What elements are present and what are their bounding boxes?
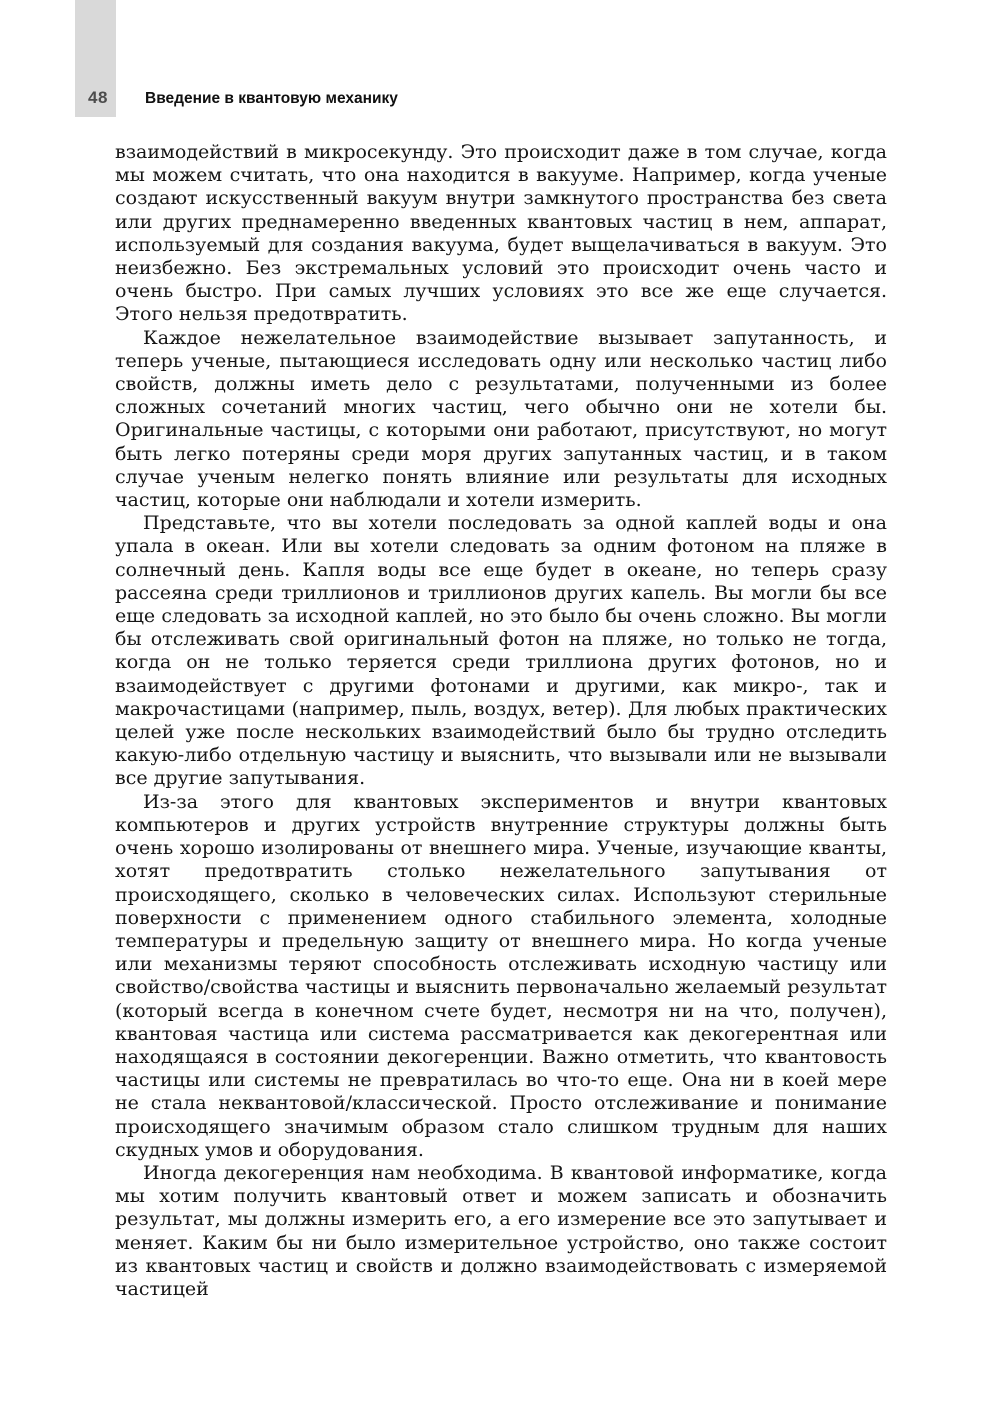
- running-head: [0, 88, 1000, 112]
- paragraph: взаимодействий в микросекунду. Это происходит даже в том случае, когда мы можем считать, что она находится в вакууме. Например, когда ученые создают искусственный вакуум внутри замкнутого пространства без света или других преднамеренно введенных квантовых частиц в нем, аппарат, используемый для создания вакуума, будет выщелачиваться в вакуум. Это неизбежно. Без экстремальных условий это происходит очень часто и очень быстро. При самых лучших условиях это все же еще случается. Этого нельзя предотвратить.: [115, 141, 887, 326]
- running-title: Введение в квантовую механику: [145, 90, 398, 107]
- paragraph: Представьте, что вы хотели последовать за одной каплей воды и она упала в океан. Или вы хотели следовать за одним фотоном на пляже в солнечный день. Капля воды все еще будет в океане, но теперь сразу рассеяна среди триллионов и триллионов других капель. Вы могли бы все еще следовать за исходной каплей, но это было бы очень сложно. Вы могли бы отслеживать свой оригинальный фотон на пляже, но только не тогда, когда он не только теряется среди триллиона других фотонов, но и взаимодействует с другими фотонами и другими, как микро-, так и макрочастицами (например, пыль, воздух, ветер). Для любых практических целей уже после нескольких взаимодействий было бы трудно отследить какую-либо отдельную частицу и выяснить, что вызывали или не вызывали все другие запутывания.: [115, 512, 887, 790]
- paragraph: Иногда декогеренция нам необходима. В квантовой информатике, когда мы хотим получить квантовый ответ и можем записать и обозначить результат, мы должны измерить его, а его измерение все это запутывает и меняет. Каким бы ни было измерительное устройство, оно также состоит из квантовых частиц и свойств и должно взаимодействовать с измеряемой частицей: [115, 1161, 887, 1300]
- page-number: 48: [88, 88, 108, 107]
- page-body: [115, 141, 887, 1301]
- paragraph: Из-за этого для квантовых экспериментов и внутри квантовых компьютеров и других устройств внутренние структуры должны быть очень хорошо изолированы от внешнего мира. Ученые, изучающие кванты, хотят предотвратить столько нежелательного запутывания от происходящего, сколько в человеческих силах. Используют стерильные поверхности с применением одного стабильного элемента, холодные температуры и предельную защиту от внешнего мира. Но когда ученые или механизмы теряют способность отслеживать исходную частицу или свойство/свойства частицы и выяснить первоначально желаемый результат (который всегда в конечном счете будет, несмотря ни на что, получен), квантовая частица или система рассматривается как декогерентная или находящаяся в состоянии декогеренции. Важно отметить, что квантовость частицы или системы не превратилась во что-то еще. Она ни в коей мере не стала неквантовой/классической. Просто отслеживание и понимание происходящего значимым образом стало слишком трудным для наших скудных умов и оборудования.: [115, 790, 887, 1161]
- paragraph: Каждое нежелательное взаимодействие вызывает запутанность, и теперь ученые, пытающиеся исследовать одну или несколько частиц либо свойств, должны иметь дело с результатами, полученными из более сложных сочетаний многих частиц, чего обычно они не хотели бы. Оригинальные частицы, с которыми они работают, присутствуют, но могут быть легко потеряны среди моря других запутанных частиц, и в таком случае ученым нелегко понять влияние или результаты для исходных частиц, которые они наблюдали и хотели измерить.: [115, 326, 887, 512]
